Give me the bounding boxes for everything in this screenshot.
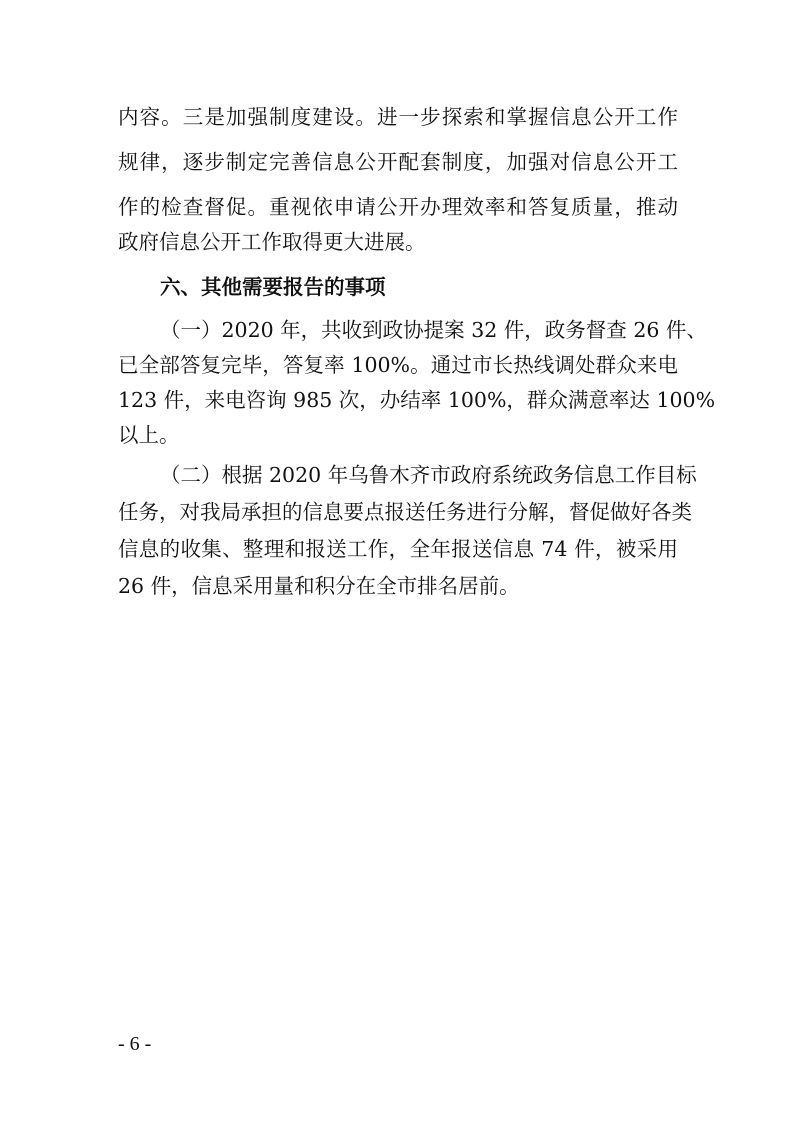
paragraph-line: 内容。三是加强制度建设。进一步探索和掌握信息公开工作: [118, 105, 678, 129]
paragraph-line: 任务，对我局承担的信息要点报送任务进行分解，督促做好各类: [118, 500, 692, 524]
paragraph-line: （二）根据 2020 年乌鲁木齐市政府系统政务信息工作目标: [160, 463, 697, 487]
paragraph-line: 123 件，来电咨询 985 次，办结率 100%，群众满意率达 100%: [118, 388, 716, 412]
paragraph-line: 已全部答复完毕，答复率 100%。通过市长热线调处群众来电: [118, 353, 678, 377]
paragraph-line: 信息的收集、整理和报送工作，全年报送信息 74 件，被采用: [118, 537, 678, 561]
page-number: - 6 -: [118, 1033, 152, 1055]
paragraph-line: 作的检查督促。重视依申请公开办理效率和答复质量，推动: [118, 195, 678, 219]
paragraph-line: 政府信息公开工作取得更大进展。: [118, 230, 426, 254]
section-heading: 六、其他需要报告的事项: [160, 275, 386, 299]
paragraph-line: 以上。: [118, 423, 180, 447]
paragraph-line: 26 件，信息采用量和积分在全市排名居前。: [118, 574, 520, 598]
paragraph-line: （一）2020 年，共收到政协提案 32 件，政务督查 26 件、: [160, 318, 707, 342]
paragraph-line: 规律，逐步制定完善信息公开配套制度，加强对信息公开工: [118, 150, 678, 174]
